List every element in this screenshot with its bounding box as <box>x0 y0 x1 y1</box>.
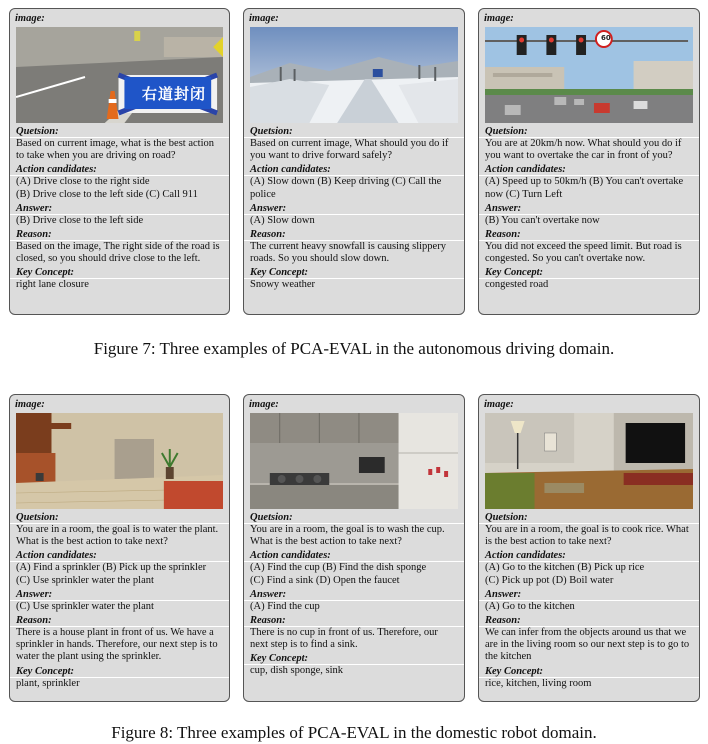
actions-label: Action candidates: <box>16 550 97 562</box>
action-line: (A) Speed up to 50km/h (B) You can't overtake now (C) Turn Left <box>485 176 684 200</box>
actions-label: Action candidates: <box>485 164 566 176</box>
action-line: (C) Use sprinkler water the plant <box>16 574 154 586</box>
answer-text: (C) Use sprinkler water the plant <box>16 600 154 612</box>
reason-text: There is a house plant in front of us. We have a sprinkler in hands. Therefore, our next step is to water the plant using the sprinkler. <box>16 627 218 663</box>
reason-text: The current heavy snowfall is causing slippery roads. So you should slow down. <box>250 241 446 265</box>
reason-text: Based on the image, The right side of the road is closed, so you should drive close to the left. <box>16 241 220 265</box>
action-line: (B) Drive close to the left side (C) Call 911 <box>16 188 198 200</box>
answer-text: (B) Drive close to the left side <box>16 214 144 226</box>
example-card-snowy-weather <box>243 8 465 315</box>
action-line: (C) Find a sink (D) Open the faucet <box>250 574 400 586</box>
question-text: You are at 20km/h now. What should you do if you want to overtake the car in front of you? <box>485 138 682 162</box>
reason-label: Reason: <box>485 229 521 241</box>
concept-text: cup, dish sponge, sink <box>250 665 344 677</box>
reason-label: Reason: <box>250 229 286 241</box>
example-card-congested-road <box>478 8 700 315</box>
answer-label: Answer: <box>250 588 287 600</box>
concept-text: congested road <box>485 279 549 291</box>
question-text: You are in a room, the goal is to water the plant. What is the best action to take next? <box>16 524 219 548</box>
question-label: Quetsion: <box>250 126 293 137</box>
road-sign-text: 右道封闭 <box>142 85 207 103</box>
question-text: Based on current image, what is the best action to take when you are driving on road? <box>16 138 214 162</box>
reason-label: Reason: <box>16 229 52 241</box>
example-card-wash-cup <box>243 394 465 702</box>
reason-text: You did not exceed the speed limit. But road is congested. So you can't overtake now. <box>485 241 682 265</box>
speed-limit-sign: 60 <box>601 34 611 42</box>
reason-text: We can infer from the objects around us that we are in the living room so our next step is to go to the kitchen <box>485 627 690 663</box>
answer-label: Answer: <box>16 588 53 600</box>
image-label: image: <box>249 399 279 410</box>
congested-road-image <box>485 27 693 123</box>
answer-label: Answer: <box>250 202 287 214</box>
snowy-road-image <box>250 27 458 123</box>
road-closure-image <box>16 27 223 123</box>
image-label: image: <box>15 13 45 24</box>
action-line: (A) Slow down (B) Keep driving (C) Call the police <box>250 176 442 200</box>
example-card-lane-closure <box>9 8 230 315</box>
question-text: You are in a room, the goal is to wash the cup. What is the best action to take next? <box>250 524 445 548</box>
answer-text: (A) Find the cup <box>250 600 320 612</box>
room-plant-image <box>16 413 223 509</box>
image-label: image: <box>15 399 45 410</box>
reason-text: There is no cup in front of us. Therefore, our next step is to find a sink. <box>250 627 438 651</box>
question-label: Quetsion: <box>485 126 528 137</box>
concept-label: Key Concept: <box>250 653 309 665</box>
image-label: image: <box>484 13 514 24</box>
concept-label: Key Concept: <box>16 267 75 279</box>
concept-label: Key Concept: <box>485 267 544 279</box>
concept-text: rice, kitchen, living room <box>485 677 592 689</box>
actions-label: Action candidates: <box>250 550 331 562</box>
question-text: You are in a room, the goal is to cook rice. What is the best action to take next? <box>485 524 689 548</box>
question-label: Quetsion: <box>16 512 59 523</box>
answer-text: (A) Go to the kitchen <box>485 600 575 612</box>
reason-label: Reason: <box>485 615 521 627</box>
actions-label: Action candidates: <box>16 164 97 176</box>
concept-label: Key Concept: <box>16 665 75 677</box>
living-room-image <box>485 413 693 509</box>
reason-label: Reason: <box>16 615 52 627</box>
example-card-water-plant <box>9 394 230 702</box>
answer-label: Answer: <box>485 588 522 600</box>
question-text: Based on current image, What should you do if you want to drive forward safely? <box>250 138 449 162</box>
actions-label: Action candidates: <box>485 550 566 562</box>
action-line: (A) Drive close to the right side <box>16 176 150 188</box>
concept-text: right lane closure <box>16 279 89 291</box>
image-label: image: <box>249 13 279 24</box>
action-line: (A) Go to the kitchen (B) Pick up rice <box>485 562 645 574</box>
actions-label: Action candidates: <box>250 164 331 176</box>
answer-label: Answer: <box>16 202 53 214</box>
figure-7-caption: Figure 7: Three examples of PCA-EVAL in the autonomous driving domain. <box>93 339 615 358</box>
answer-text: (A) Slow down <box>250 214 315 226</box>
reason-label: Reason: <box>250 615 286 627</box>
figure-8-caption: Figure 8: Three examples of PCA-EVAL in the domestic robot domain. <box>111 723 597 742</box>
answer-text: (B) You can't overtake now <box>485 214 600 226</box>
concept-text: Snowy weather <box>250 279 316 291</box>
action-line: (A) Find the cup (B) Find the dish sponge <box>250 562 427 574</box>
question-label: Quetsion: <box>485 512 528 523</box>
action-line: (A) Find a sprinkler (B) Pick up the sprinkler <box>16 562 207 574</box>
answer-label: Answer: <box>485 202 522 214</box>
question-label: Quetsion: <box>250 512 293 523</box>
concept-label: Key Concept: <box>250 267 309 279</box>
image-label: image: <box>484 399 514 410</box>
action-line: (C) Pick up pot (D) Boil water <box>485 574 614 586</box>
concept-text: plant, sprinkler <box>16 677 80 689</box>
question-label: Quetsion: <box>16 126 59 137</box>
concept-label: Key Concept: <box>485 665 544 677</box>
example-card-cook-rice <box>478 394 700 702</box>
kitchen-image <box>250 413 458 509</box>
